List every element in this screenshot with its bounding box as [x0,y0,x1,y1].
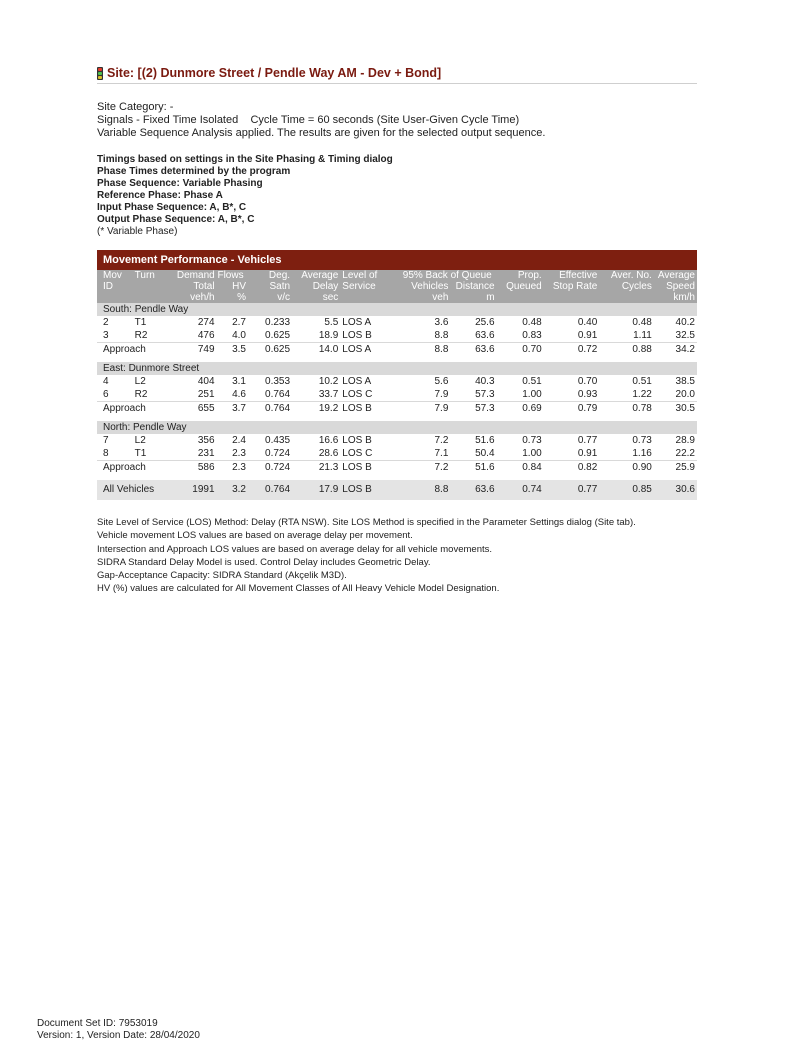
table-cell: 57.3 [475,389,495,400]
table-cell: 7.9 [434,389,449,400]
table-cell: 3.1 [232,376,246,387]
table-cell: 2.4 [232,435,246,446]
table-cell: LOS B [340,480,398,500]
column-header: veh [398,292,450,303]
column-header: Prop. [497,270,544,281]
timings-line: Input Phase Sequence: A, B*, C [97,202,247,213]
table-cell: 7.2 [398,461,450,476]
table-cell: R2 [134,330,148,341]
movement-row [97,434,697,447]
table-cell: 0.91 [577,448,598,459]
table-cell: 2.3 [232,448,246,459]
table-cell: LOS A [340,343,398,358]
timings-block [97,154,697,238]
document-footer [37,1018,200,1042]
table-cell: 4.6 [232,389,246,400]
table-cell: 33.7 [318,389,339,400]
note-line: SIDRA Standard Delay Model is used. Control Delay includes Geometric Delay. [97,556,431,568]
column-header: Demand Flows [173,270,249,281]
table-cell: 655 [173,402,217,417]
signals-line: Signals - Fixed Time Isolated Cycle Time = 60 seconds (Site User-Given Cycle Time) [97,114,520,126]
table-cell: LOS C [342,448,373,459]
table-cell: 7.9 [398,402,450,417]
column-header: Vehicles [398,281,450,292]
table-cell: T1 [134,317,147,328]
table-cell: LOS B [342,435,372,446]
table-cell: 6 [103,389,109,400]
table-cell: 7 [103,435,109,446]
table-cell: 1.16 [632,448,652,459]
table-cell: 274 [197,317,215,328]
table-cell: 3 [103,330,109,341]
column-header [340,292,398,303]
table-header-row [97,292,697,303]
table-cell: LOS A [342,376,372,387]
column-header: HV [217,281,248,292]
approach-group-header [97,421,697,434]
table-cell: 0.70 [497,343,544,358]
table-cell: 5.6 [434,376,449,387]
table-cell: 8.8 [434,330,449,341]
note-line: Intersection and Approach LOS values are based on average delay for all vehicle movements. [97,543,493,555]
table-cell: 404 [197,376,215,387]
column-header: v/c [248,292,292,303]
table-cell: 30.5 [654,402,697,417]
column-header [133,292,173,303]
approach-summary-row [97,461,697,476]
report-page [97,66,697,596]
table-cell: T1 [134,448,147,459]
table-cell: LOS C [342,389,373,400]
table-cell: 0.73 [632,435,652,446]
column-header: Cycles [599,281,654,292]
table-cell: 0.77 [544,480,600,500]
timings-line: Reference Phase: Phase A [97,190,223,201]
table-cell: 40.3 [475,376,495,387]
approach-summary-row [97,343,697,358]
table-cell: 51.6 [475,435,495,446]
table-cell: 0.85 [599,480,654,500]
table-cell: 8.8 [398,343,450,358]
table-cell: L2 [134,376,146,387]
table-cell: 8 [103,448,109,459]
column-header: % [217,292,248,303]
table-cell: 2.3 [217,461,248,476]
version-line: Version: 1, Version Date: 28/04/2020 [37,1030,200,1041]
notes [97,516,697,596]
table-cell: 0.83 [522,330,542,341]
table-cell: 0.40 [577,317,598,328]
table-cell: 38.5 [675,376,695,387]
all-vehicles-label: All Vehicles [97,480,173,500]
site-title [97,66,697,84]
table-cell: 0.48 [522,317,542,328]
column-header: Delay [292,281,340,292]
column-header: Stop Rate [544,281,600,292]
table-cell: 0.88 [599,343,654,358]
table-cell: LOS A [342,317,372,328]
approach-label: Approach [97,343,173,358]
table-cell: 40.2 [675,317,695,328]
approach-label: Approach [97,461,173,476]
table-cell: 18.9 [318,330,339,341]
table-cell: 32.5 [675,330,695,341]
approach-label: Approach [97,402,173,417]
table-cell: 1.00 [522,389,542,400]
timings-line: Phase Times determined by the program [97,166,291,177]
table-cell: 0.91 [577,330,598,341]
table-cell: 21.3 [292,461,340,476]
table-cell: 19.2 [292,402,340,417]
table-cell: 0.51 [632,376,652,387]
table-cell: LOS B [342,330,372,341]
table-cell: 1991 [173,480,217,500]
table-cell: 1.00 [522,448,542,459]
timings-line: Output Phase Sequence: A, B*, C [97,214,255,225]
table-cell: 22.2 [675,448,695,459]
variable-sequence-line: Variable Sequence Analysis applied. The results are given for the selected output sequence. [97,127,546,139]
table-cell: 0.93 [577,389,598,400]
approach-name: East: Dunmore Street [97,362,697,375]
column-header: Aver. No. [599,270,654,281]
table-cell: LOS B [340,402,398,417]
table-cell: 0.48 [632,317,652,328]
column-header [599,292,654,303]
column-header: Average [654,270,697,281]
table-cell: 0.69 [497,402,544,417]
table-cell: 0.724 [265,448,291,459]
column-header: m [450,292,496,303]
table-cell: 17.9 [292,480,340,500]
table-cell: 0.435 [265,435,291,446]
column-header: Total [173,281,217,292]
table-cell: 0.625 [248,343,292,358]
table-cell: 2.7 [232,317,246,328]
table-cell: 0.764 [265,389,291,400]
approach-name: South: Pendle Way [97,303,697,316]
table-cell: 231 [197,448,215,459]
table-cell: 5.5 [324,317,339,328]
table-cell: 0.72 [544,343,600,358]
table-cell: 57.3 [450,402,496,417]
note-line: Gap-Acceptance Capacity: SIDRA Standard (Akçelik M3D). [97,570,347,582]
table-cell: 0.84 [497,461,544,476]
table-cell: 0.70 [577,376,598,387]
column-header [97,292,133,303]
column-header: Turn [133,270,173,281]
table-cell: 0.724 [248,461,292,476]
column-header: Distance [450,281,496,292]
column-header: Average [292,270,340,281]
approach-summary-row [97,402,697,417]
table-title: Movement Performance - Vehicles [97,250,697,270]
table-cell: 28.6 [318,448,339,459]
movement-row [97,388,697,402]
column-header: Mov [97,270,133,281]
table-header-row [97,281,697,292]
table-cell: 16.6 [318,435,339,446]
table-cell: 4 [103,376,109,387]
column-header: Service [340,281,398,292]
column-header: 95% Back of Queue [398,270,497,281]
table-cell: 251 [197,389,215,400]
column-header: Queued [497,281,544,292]
table-cell: 20.0 [675,389,695,400]
table-cell: 4.0 [232,330,246,341]
variable-phase-note: (* Variable Phase) [97,226,178,237]
column-header: ID [97,281,133,292]
column-header: Satn [248,281,292,292]
table-cell: 25.9 [654,461,697,476]
timings-line: Timings based on settings in the Site Phasing & Timing dialog [97,154,393,165]
table-cell: 0.82 [544,461,600,476]
table-cell: 30.6 [654,480,697,500]
approach-group-header [97,303,697,316]
movement-row [97,447,697,461]
site-category: Site Category: - [97,101,174,113]
table-cell: 586 [173,461,217,476]
table-cell: 7.1 [434,448,449,459]
site-info [97,101,697,140]
table-cell: 34.2 [654,343,697,358]
note-line: HV (%) values are calculated for All Movement Classes of All Heavy Vehicle Model Designation. [97,583,500,595]
table-cell: 63.6 [475,330,495,341]
column-header [497,292,544,303]
note-line: Vehicle movement LOS values are based on average delay per movement. [97,530,413,542]
table-cell: LOS B [340,461,398,476]
table-cell: 0.90 [599,461,654,476]
table-cell: 0.353 [265,376,291,387]
table-cell: 3.6 [434,317,449,328]
table-cell: 1.11 [633,330,652,341]
table-cell: 50.4 [475,448,495,459]
column-header: sec [292,292,340,303]
site-title-text: Site: [(2) Dunmore Street / Pendle Way AM - Dev + Bond] [107,66,442,80]
table-cell: 14.0 [292,343,340,358]
table-cell: 2 [103,317,109,328]
all-vehicles-row [97,480,697,500]
table-cell: 63.6 [450,343,496,358]
document-set-id: Document Set ID: 7953019 [37,1018,158,1029]
table-cell: 7.2 [434,435,449,446]
table-cell: R2 [134,389,148,400]
table-title-row [97,250,697,270]
traffic-signal-icon [97,67,103,80]
movement-row [97,316,697,329]
column-header: km/h [654,292,697,303]
table-cell: 8.8 [398,480,450,500]
table-cell: 1.22 [632,389,652,400]
table-cell: 749 [173,343,217,358]
table-cell: 3.5 [217,343,248,358]
table-cell: 3.2 [217,480,248,500]
table-header-row [97,270,697,281]
movement-performance-table [97,250,697,500]
column-header [133,281,173,292]
approach-name: North: Pendle Way [97,421,697,434]
table-cell: 0.79 [544,402,600,417]
table-cell: L2 [134,435,146,446]
table-cell: 25.6 [475,317,495,328]
column-header: veh/h [173,292,217,303]
column-header: Level of [340,270,398,281]
table-cell: 476 [197,330,215,341]
table-cell: 0.77 [577,435,598,446]
table-cell: 63.6 [450,480,496,500]
note-line: Site Level of Service (LOS) Method: Delay (RTA NSW). Site LOS Method is specified in the Parameter Settings dialog (Site tab). [97,517,636,528]
table-cell: 3.7 [217,402,248,417]
table-cell: 10.2 [318,376,339,387]
column-header: Speed [654,281,697,292]
movement-row [97,375,697,388]
table-cell: 28.9 [675,435,695,446]
table-cell: 0.51 [522,376,542,387]
approach-group-header [97,362,697,375]
table-cell: 0.233 [265,317,291,328]
table-cell: 0.764 [248,480,292,500]
table-cell: 0.73 [522,435,542,446]
table-cell: 51.6 [450,461,496,476]
column-header: Effective [544,270,600,281]
movement-row [97,329,697,343]
column-header: Deg. [248,270,292,281]
table-cell: 356 [197,435,215,446]
table-cell: 0.78 [599,402,654,417]
table-cell: 0.74 [497,480,544,500]
table-cell: 0.625 [265,330,291,341]
timings-line: Phase Sequence: Variable Phasing [97,178,263,189]
column-header [544,292,600,303]
table-cell: 0.764 [248,402,292,417]
